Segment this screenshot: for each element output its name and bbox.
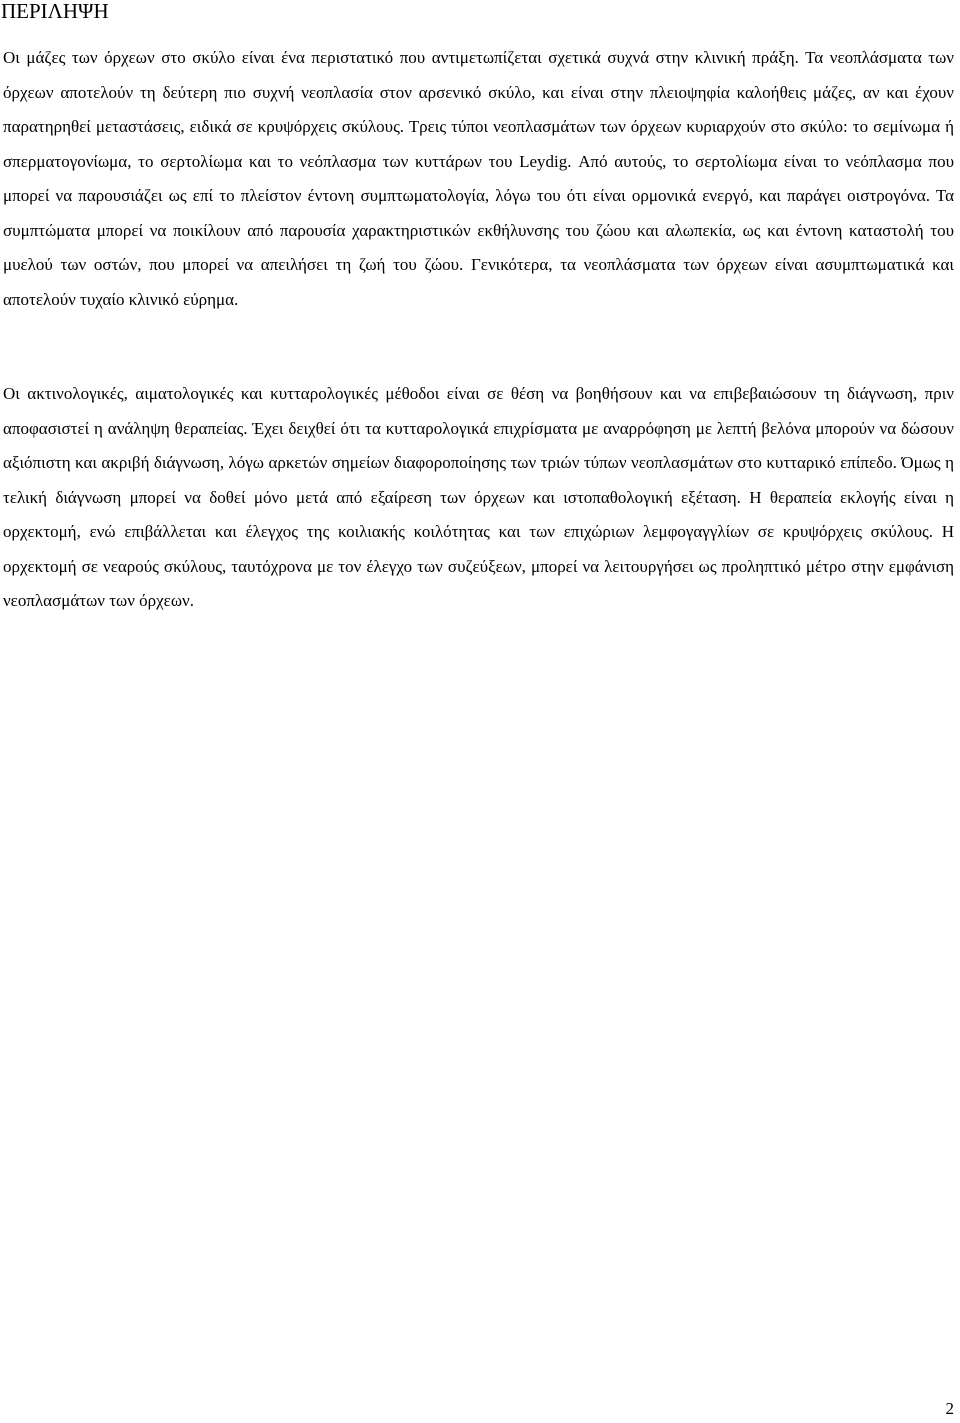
section-heading: ΠΕΡΙΛΗΨΗ xyxy=(1,0,109,23)
summary-paragraph-1: Οι μάζες των όρχεων στο σκύλο είναι ένα περιστατικό που αντιμετωπίζεται σχετικά συχνά στην κλινική πράξη. Τα νεοπλάσματα των όρχεων αποτελούν τη δεύτερη πιο συχνή νεοπλασία στον αρσενικό σκύλο, και είναι στην πλειοψηφία καλοήθεις μάζες, αν και έχουν παρατηρηθεί μεταστάσεις, ειδικά σε κρυψόρχεις σκύλους. Τρεις τύποι νεοπλασμάτων των όρχεων κυριαρχούν στο σκύλο: το σεμίνωμα ή σπερματογονίωμα, το σερτολίωμα και το νεόπλασμα των κυττάρων του Leydig. Από αυτούς, το σερτολίωμα είναι το νεόπλασμα που μπορεί να παρουσιάζει ως επί το πλείστον έντονη συμπτωματολογία, λόγω του ότι είναι ορμονικά ενεργό, και παράγει οιστρογόνα. Τα συμπτώματα μπορεί να ποικίλουν από παρουσία χαρακτηριστικών εκθήλυνσης του ζώου και αλωπεκία, ως και έντονη καταστολή του μυελού των οστών, που μπορεί να απειλήσει τη ζωή του ζώου. Γενικότερα, τα νεοπλάσματα των όρχεων είναι ασυμπτωματικά και αποτελούν τυχαίο κλινικό εύρημα. xyxy=(3,48,954,309)
page-number: 2 xyxy=(945,1399,954,1418)
summary-paragraph-2: Οι ακτινολογικές, αιματολογικές και κυτταρολογικές μέθοδοι είναι σε θέση να βοηθήσουν και να επιβεβαιώσουν τη διάγνωση, πριν αποφασιστεί η ανάληψη θεραπείας. Έχει δειχθεί ότι τα κυτταρολογικά επιχρίσματα με αναρρόφηση με λεπτή βελόνα μπορούν να δώσουν αξιόπιστη και ακριβή διάγνωση, λόγω αρκετών σημείων διαφοροποίησης των τριών τύπων νεοπλασμάτων στο κυτταρικό επίπεδο. Όμως η τελική διάγνωση μπορεί να δοθεί μόνο μετά από εξαίρεση των όρχεων και ιστοπαθολογική εξέταση. Η θεραπεία εκλογής είναι η ορχεκτομή, ενώ επιβάλλεται και έλεγχος της κοιλιακής κοιλότητας και των επιχώριων λεμφογαγγλίων σε κρυψόρχεις σκύλους. Η ορχεκτομή σε νεαρούς σκύλους, ταυτόχρονα με τον έλεγχο των συζεύξεων, μπορεί να λειτουργήσει ως προληπτικό μέτρο στην εμφάνιση νεοπλασμάτων των όρχεων. xyxy=(3,384,954,610)
